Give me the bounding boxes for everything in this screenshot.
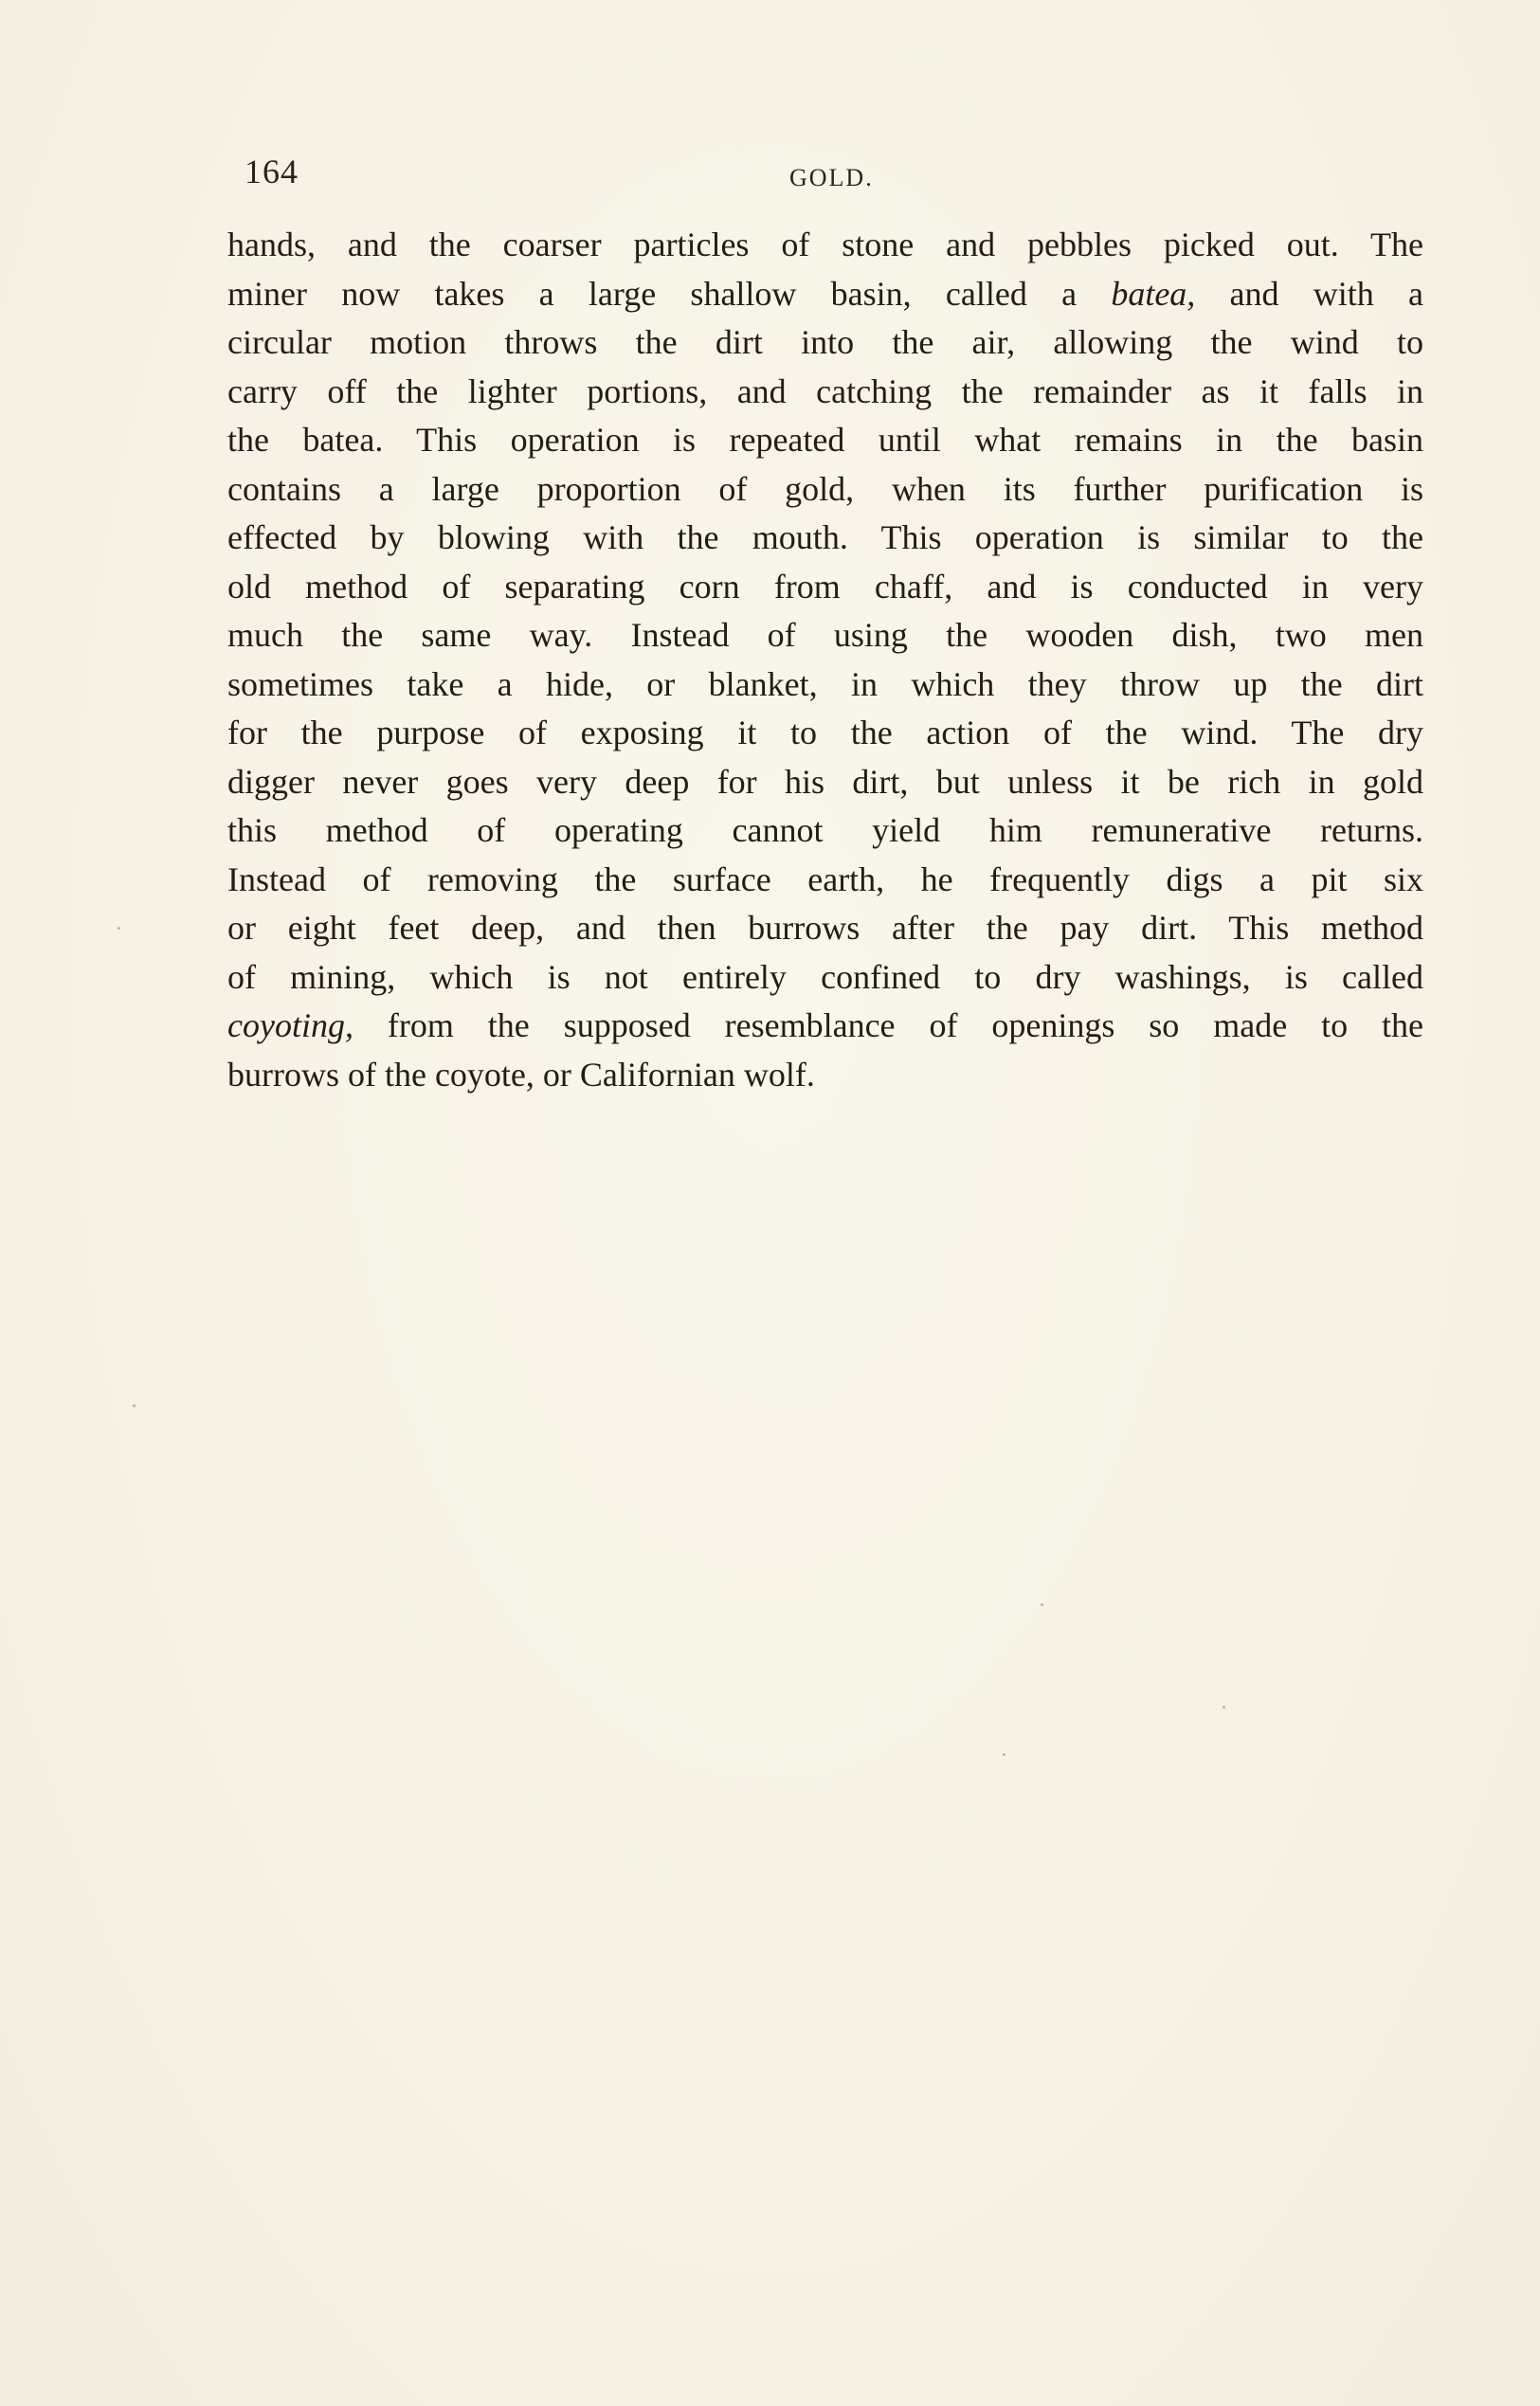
text-run: from the supposed resemblance of openings so made to the — [353, 1006, 1423, 1044]
paper-speck — [133, 1404, 136, 1407]
text-line: hands, and the coarser particles of stone and pebbles picked out. The — [227, 226, 1423, 263]
text-line: or eight feet deep, and then burrows after the pay dirt. This method — [227, 909, 1423, 947]
body-text — [227, 221, 1423, 1099]
page-number: 164 — [245, 153, 299, 190]
text-line: the batea. This operation is repeated until what remains in the basin — [227, 421, 1423, 459]
text-line — [227, 1002, 1423, 1051]
text-line: effected by blowing with the mouth. This operation is similar to the — [227, 518, 1423, 556]
paper-speck — [1041, 1603, 1043, 1606]
text-line: much the same way. Instead of using the wooden dish, two men — [227, 616, 1423, 654]
text-line: of mining, which is not entirely confined to dry washings, is called — [227, 957, 1423, 996]
text-run: miner now takes a large shallow basin, called a — [227, 274, 1112, 313]
text-run: and with a — [1195, 274, 1423, 313]
page-header — [245, 152, 1420, 199]
text-line: circular motion throws the dirt into the air, allowing the wind to — [227, 323, 1423, 361]
paper-speck — [1003, 1753, 1006, 1756]
paper-speck — [118, 927, 120, 930]
italic-term: batea, — [1111, 274, 1196, 313]
text-line: sometimes take a hide, or blanket, in which they throw up the dirt — [227, 664, 1423, 703]
text-line: Instead of removing the surface earth, he frequently digs a pit six — [227, 859, 1423, 898]
running-head: GOLD. — [789, 164, 874, 191]
text-line: old method of separating corn from chaff, and is conducted in very — [227, 567, 1423, 606]
text-line: carry off the lighter portions, and catching the remainder as it falls in — [227, 371, 1423, 410]
text-line: contains a large proportion of gold, when its further purification is — [227, 469, 1423, 508]
text-line: this method of operating cannot yield him remunerative returns. — [227, 811, 1423, 849]
text-line: digger never goes very deep for his dirt, but unless it be rich in gold — [227, 762, 1423, 801]
italic-term: coyoting, — [227, 1006, 353, 1044]
text-line — [227, 270, 1423, 319]
paper-speck — [1223, 1706, 1225, 1709]
text-line: for the purpose of exposing it to the action of the wind. The dry — [227, 714, 1423, 751]
text-line: burrows of the coyote, or Californian wolf. — [227, 1055, 815, 1094]
